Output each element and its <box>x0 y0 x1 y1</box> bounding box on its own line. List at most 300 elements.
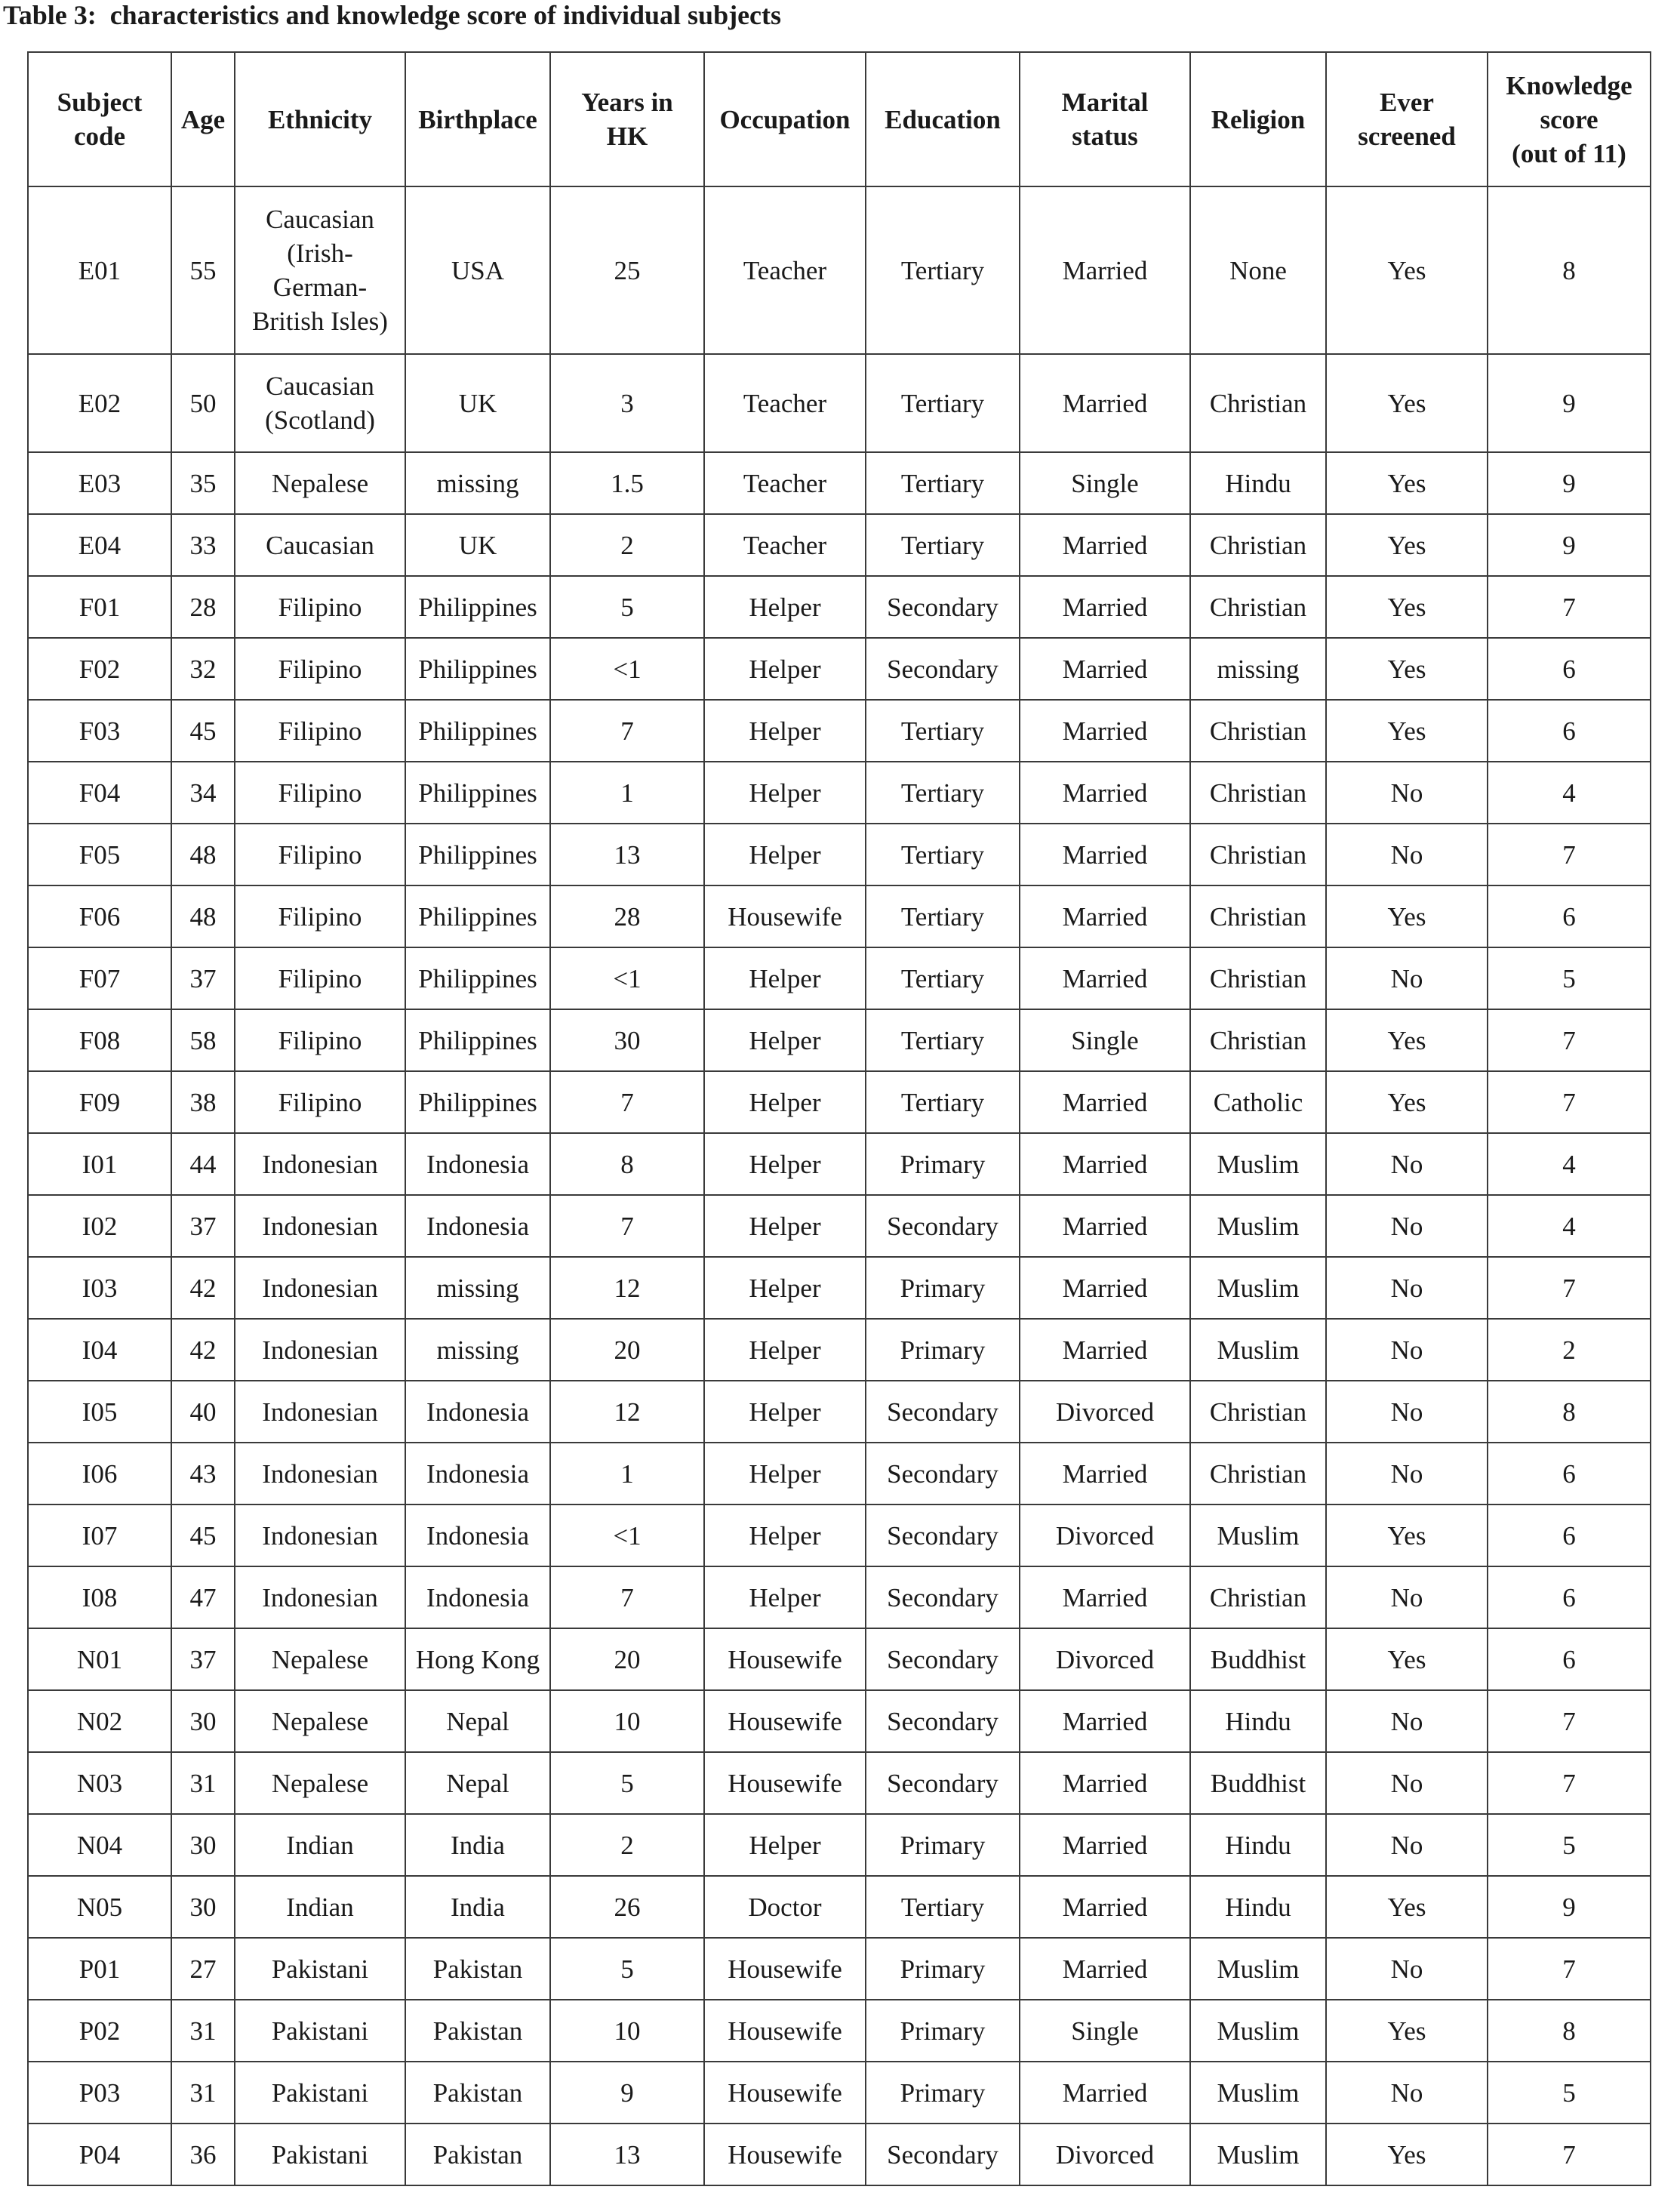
ethnicity-cell: Indonesian <box>235 1381 405 1443</box>
education-cell: Tertiary <box>866 1876 1020 1938</box>
ethnicity-cell: Nepalese <box>235 1628 405 1690</box>
birthplace-cell: missing <box>405 1257 550 1319</box>
religion-cell: Muslim <box>1190 1257 1326 1319</box>
religion-cell: Muslim <box>1190 2062 1326 2124</box>
years-in-hk-cell: 10 <box>550 1690 704 1752</box>
education-cell: Tertiary <box>866 1009 1020 1071</box>
marital-status-cell: Divorced <box>1020 1381 1190 1443</box>
table-row <box>28 2124 1651 2185</box>
ever-screened-cell: No <box>1326 1133 1488 1195</box>
birthplace-cell: Philippines <box>405 1071 550 1133</box>
table-row <box>28 576 1651 638</box>
age-cell: 32 <box>171 638 235 700</box>
age-cell: 31 <box>171 2000 235 2062</box>
occupation-cell: Teacher <box>704 514 866 576</box>
ever-screened-cell: Yes <box>1326 576 1488 638</box>
education-cell: Tertiary <box>866 186 1020 354</box>
birthplace-cell: Indonesia <box>405 1133 550 1195</box>
education-cell: Tertiary <box>866 885 1020 947</box>
ever-screened-cell: Yes <box>1326 1071 1488 1133</box>
ever-screened-cell: No <box>1326 762 1488 824</box>
years-in-hk-cell: 2 <box>550 1814 704 1876</box>
education-cell: Primary <box>866 2062 1020 2124</box>
knowledge-score-cell: 9 <box>1488 452 1651 514</box>
religion-cell: Christian <box>1190 354 1326 452</box>
marital-status-cell: Married <box>1020 1938 1190 2000</box>
table-row <box>28 1690 1651 1752</box>
table-row <box>28 1938 1651 2000</box>
ever-screened-cell: Yes <box>1326 885 1488 947</box>
ever-screened-cell: No <box>1326 1752 1488 1814</box>
education-cell: Tertiary <box>866 762 1020 824</box>
table-row <box>28 947 1651 1009</box>
education-cell: Tertiary <box>866 354 1020 452</box>
age-cell: 44 <box>171 1133 235 1195</box>
age-cell: 55 <box>171 186 235 354</box>
religion-cell: Christian <box>1190 1009 1326 1071</box>
education-cell: Secondary <box>866 1195 1020 1257</box>
table-row <box>28 762 1651 824</box>
subject-code-cell: I01 <box>28 1133 171 1195</box>
age-cell: 27 <box>171 1938 235 2000</box>
years-in-hk-cell: 1.5 <box>550 452 704 514</box>
education-cell: Tertiary <box>866 452 1020 514</box>
knowledge-score-cell: 9 <box>1488 354 1651 452</box>
subject-code-cell: N05 <box>28 1876 171 1938</box>
marital-status-cell: Married <box>1020 885 1190 947</box>
education-cell: Secondary <box>866 1566 1020 1628</box>
religion-cell: Hindu <box>1190 1876 1326 1938</box>
religion-cell: Muslim <box>1190 1195 1326 1257</box>
subject-code-cell: I06 <box>28 1443 171 1504</box>
birthplace-cell: Indonesia <box>405 1195 550 1257</box>
table-row <box>28 1566 1651 1628</box>
birthplace-cell: Philippines <box>405 947 550 1009</box>
years-in-hk-cell: 8 <box>550 1133 704 1195</box>
table-row <box>28 1504 1651 1566</box>
knowledge-score-cell: 8 <box>1488 186 1651 354</box>
ever-screened-cell: No <box>1326 824 1488 885</box>
ever-screened-cell: Yes <box>1326 452 1488 514</box>
ethnicity-cell: Pakistani <box>235 2062 405 2124</box>
subject-code-cell: E04 <box>28 514 171 576</box>
ethnicity-cell: Indonesian <box>235 1257 405 1319</box>
header-age: Age <box>171 52 235 186</box>
marital-status-cell: Married <box>1020 186 1190 354</box>
subjects-table <box>27 51 1651 2186</box>
religion-cell: Catholic <box>1190 1071 1326 1133</box>
ethnicity-cell: Pakistani <box>235 2000 405 2062</box>
marital-status-cell: Married <box>1020 514 1190 576</box>
knowledge-score-cell: 8 <box>1488 1381 1651 1443</box>
header-ever-screened: Ever screened <box>1326 52 1488 186</box>
age-cell: 30 <box>171 1814 235 1876</box>
birthplace-cell: Philippines <box>405 762 550 824</box>
subject-code-cell: N03 <box>28 1752 171 1814</box>
subject-code-cell: E01 <box>28 186 171 354</box>
knowledge-score-cell: 7 <box>1488 1257 1651 1319</box>
years-in-hk-cell: 13 <box>550 824 704 885</box>
subject-code-cell: F06 <box>28 885 171 947</box>
table-row <box>28 1195 1651 1257</box>
religion-cell: Christian <box>1190 1566 1326 1628</box>
marital-status-cell: Married <box>1020 700 1190 762</box>
religion-cell: Christian <box>1190 885 1326 947</box>
occupation-cell: Helper <box>704 1566 866 1628</box>
marital-status-cell: Married <box>1020 2062 1190 2124</box>
occupation-cell: Helper <box>704 1319 866 1381</box>
marital-status-cell: Married <box>1020 824 1190 885</box>
ever-screened-cell: No <box>1326 1381 1488 1443</box>
subject-code-cell: F02 <box>28 638 171 700</box>
table-row <box>28 1071 1651 1133</box>
religion-cell: Buddhist <box>1190 1628 1326 1690</box>
years-in-hk-cell: 10 <box>550 2000 704 2062</box>
years-in-hk-cell: 12 <box>550 1257 704 1319</box>
header-knowledge-score: Knowledge score (out of 11) <box>1488 52 1651 186</box>
occupation-cell: Helper <box>704 1133 866 1195</box>
birthplace-cell: India <box>405 1876 550 1938</box>
age-cell: 28 <box>171 576 235 638</box>
age-cell: 30 <box>171 1690 235 1752</box>
marital-status-cell: Married <box>1020 638 1190 700</box>
table-row <box>28 354 1651 452</box>
subject-code-cell: I07 <box>28 1504 171 1566</box>
subject-code-cell: I04 <box>28 1319 171 1381</box>
table-row <box>28 1752 1651 1814</box>
years-in-hk-cell: 3 <box>550 354 704 452</box>
birthplace-cell: Philippines <box>405 824 550 885</box>
years-in-hk-cell: <1 <box>550 638 704 700</box>
knowledge-score-cell: 2 <box>1488 1319 1651 1381</box>
marital-status-cell: Single <box>1020 1009 1190 1071</box>
ethnicity-cell: Filipino <box>235 947 405 1009</box>
occupation-cell: Teacher <box>704 186 866 354</box>
marital-status-cell: Married <box>1020 762 1190 824</box>
years-in-hk-cell: 2 <box>550 514 704 576</box>
knowledge-score-cell: 4 <box>1488 1133 1651 1195</box>
subject-code-cell: P01 <box>28 1938 171 2000</box>
ever-screened-cell: No <box>1326 1690 1488 1752</box>
ethnicity-cell: Pakistani <box>235 1938 405 2000</box>
table-row <box>28 2000 1651 2062</box>
header-birthplace: Birthplace <box>405 52 550 186</box>
ever-screened-cell: Yes <box>1326 514 1488 576</box>
ever-screened-cell: No <box>1326 2062 1488 2124</box>
education-cell: Primary <box>866 1133 1020 1195</box>
religion-cell: Christian <box>1190 762 1326 824</box>
ethnicity-cell: Indonesian <box>235 1133 405 1195</box>
subject-code-cell: F03 <box>28 700 171 762</box>
ethnicity-cell: Indonesian <box>235 1319 405 1381</box>
religion-cell: Muslim <box>1190 1504 1326 1566</box>
knowledge-score-cell: 5 <box>1488 1814 1651 1876</box>
age-cell: 42 <box>171 1257 235 1319</box>
subject-code-cell: E03 <box>28 452 171 514</box>
education-cell: Secondary <box>866 1752 1020 1814</box>
education-cell: Primary <box>866 1319 1020 1381</box>
birthplace-cell: Pakistan <box>405 2062 550 2124</box>
age-cell: 38 <box>171 1071 235 1133</box>
subject-code-cell: F05 <box>28 824 171 885</box>
religion-cell: Christian <box>1190 576 1326 638</box>
subject-code-cell: N04 <box>28 1814 171 1876</box>
occupation-cell: Housewife <box>704 1628 866 1690</box>
occupation-cell: Housewife <box>704 2124 866 2185</box>
subject-code-cell: E02 <box>28 354 171 452</box>
marital-status-cell: Divorced <box>1020 1628 1190 1690</box>
ever-screened-cell: Yes <box>1326 354 1488 452</box>
ethnicity-cell: Caucasian (Irish- German- British Isles) <box>235 186 405 354</box>
age-cell: 35 <box>171 452 235 514</box>
occupation-cell: Helper <box>704 824 866 885</box>
marital-status-cell: Married <box>1020 1876 1190 1938</box>
knowledge-score-cell: 6 <box>1488 1566 1651 1628</box>
age-cell: 34 <box>171 762 235 824</box>
ever-screened-cell: No <box>1326 1566 1488 1628</box>
knowledge-score-cell: 4 <box>1488 1195 1651 1257</box>
table-row <box>28 514 1651 576</box>
education-cell: Primary <box>866 2000 1020 2062</box>
marital-status-cell: Married <box>1020 1443 1190 1504</box>
table-row <box>28 700 1651 762</box>
occupation-cell: Helper <box>704 1814 866 1876</box>
subject-code-cell: N01 <box>28 1628 171 1690</box>
birthplace-cell: Pakistan <box>405 2000 550 2062</box>
years-in-hk-cell: <1 <box>550 1504 704 1566</box>
years-in-hk-cell: 28 <box>550 885 704 947</box>
marital-status-cell: Married <box>1020 1814 1190 1876</box>
ever-screened-cell: Yes <box>1326 1009 1488 1071</box>
religion-cell: Christian <box>1190 700 1326 762</box>
years-in-hk-cell: 9 <box>550 2062 704 2124</box>
birthplace-cell: Philippines <box>405 700 550 762</box>
knowledge-score-cell: 6 <box>1488 638 1651 700</box>
education-cell: Tertiary <box>866 514 1020 576</box>
marital-status-cell: Married <box>1020 1195 1190 1257</box>
age-cell: 33 <box>171 514 235 576</box>
education-cell: Secondary <box>866 2124 1020 2185</box>
ethnicity-cell: Filipino <box>235 638 405 700</box>
age-cell: 31 <box>171 1752 235 1814</box>
knowledge-score-cell: 8 <box>1488 2000 1651 2062</box>
ever-screened-cell: Yes <box>1326 700 1488 762</box>
age-cell: 48 <box>171 885 235 947</box>
table-row <box>28 1133 1651 1195</box>
subject-code-cell: I05 <box>28 1381 171 1443</box>
ethnicity-cell: Indonesian <box>235 1443 405 1504</box>
age-cell: 37 <box>171 947 235 1009</box>
birthplace-cell: Indonesia <box>405 1443 550 1504</box>
subject-code-cell: F08 <box>28 1009 171 1071</box>
age-cell: 31 <box>171 2062 235 2124</box>
knowledge-score-cell: 7 <box>1488 2124 1651 2185</box>
subject-code-cell: F09 <box>28 1071 171 1133</box>
ever-screened-cell: No <box>1326 1814 1488 1876</box>
religion-cell: Christian <box>1190 824 1326 885</box>
occupation-cell: Helper <box>704 700 866 762</box>
knowledge-score-cell: 6 <box>1488 700 1651 762</box>
marital-status-cell: Married <box>1020 1319 1190 1381</box>
religion-cell: Hindu <box>1190 1690 1326 1752</box>
table-row <box>28 1319 1651 1381</box>
age-cell: 50 <box>171 354 235 452</box>
table-row <box>28 1628 1651 1690</box>
years-in-hk-cell: 7 <box>550 700 704 762</box>
ever-screened-cell: Yes <box>1326 1876 1488 1938</box>
table-row <box>28 1257 1651 1319</box>
subject-code-cell: N02 <box>28 1690 171 1752</box>
years-in-hk-cell: 1 <box>550 1443 704 1504</box>
ever-screened-cell: Yes <box>1326 1504 1488 1566</box>
knowledge-score-cell: 7 <box>1488 1009 1651 1071</box>
birthplace-cell: Indonesia <box>405 1566 550 1628</box>
marital-status-cell: Married <box>1020 1566 1190 1628</box>
ethnicity-cell: Caucasian <box>235 514 405 576</box>
ever-screened-cell: Yes <box>1326 1628 1488 1690</box>
knowledge-score-cell: 9 <box>1488 514 1651 576</box>
age-cell: 43 <box>171 1443 235 1504</box>
occupation-cell: Helper <box>704 1195 866 1257</box>
religion-cell: Hindu <box>1190 1814 1326 1876</box>
education-cell: Tertiary <box>866 1071 1020 1133</box>
ethnicity-cell: Indonesian <box>235 1504 405 1566</box>
subject-code-cell: F07 <box>28 947 171 1009</box>
education-cell: Secondary <box>866 1690 1020 1752</box>
ethnicity-cell: Filipino <box>235 885 405 947</box>
education-cell: Primary <box>866 1257 1020 1319</box>
marital-status-cell: Married <box>1020 1071 1190 1133</box>
age-cell: 45 <box>171 700 235 762</box>
age-cell: 40 <box>171 1381 235 1443</box>
header-marital-status: Marital status <box>1020 52 1190 186</box>
ever-screened-cell: Yes <box>1326 2124 1488 2185</box>
years-in-hk-cell: 5 <box>550 1938 704 2000</box>
religion-cell: Buddhist <box>1190 1752 1326 1814</box>
marital-status-cell: Married <box>1020 354 1190 452</box>
occupation-cell: Helper <box>704 1443 866 1504</box>
marital-status-cell: Married <box>1020 1133 1190 1195</box>
marital-status-cell: Married <box>1020 1752 1190 1814</box>
education-cell: Secondary <box>866 1504 1020 1566</box>
religion-cell: Christian <box>1190 1381 1326 1443</box>
birthplace-cell: UK <box>405 514 550 576</box>
birthplace-cell: Indonesia <box>405 1504 550 1566</box>
birthplace-cell: Pakistan <box>405 2124 550 2185</box>
religion-cell: Muslim <box>1190 1319 1326 1381</box>
occupation-cell: Helper <box>704 1504 866 1566</box>
ever-screened-cell: No <box>1326 1938 1488 2000</box>
religion-cell: missing <box>1190 638 1326 700</box>
knowledge-score-cell: 6 <box>1488 885 1651 947</box>
years-in-hk-cell: 7 <box>550 1195 704 1257</box>
age-cell: 48 <box>171 824 235 885</box>
age-cell: 47 <box>171 1566 235 1628</box>
occupation-cell: Housewife <box>704 885 866 947</box>
birthplace-cell: Hong Kong <box>405 1628 550 1690</box>
religion-cell: Christian <box>1190 947 1326 1009</box>
birthplace-cell: Nepal <box>405 1690 550 1752</box>
ethnicity-cell: Indonesian <box>235 1195 405 1257</box>
marital-status-cell: Married <box>1020 576 1190 638</box>
religion-cell: Christian <box>1190 514 1326 576</box>
subject-code-cell: I03 <box>28 1257 171 1319</box>
education-cell: Primary <box>866 1938 1020 2000</box>
years-in-hk-cell: 7 <box>550 1071 704 1133</box>
header-occupation: Occupation <box>704 52 866 186</box>
ever-screened-cell: No <box>1326 1443 1488 1504</box>
marital-status-cell: Married <box>1020 947 1190 1009</box>
table-row <box>28 638 1651 700</box>
table-row <box>28 186 1651 354</box>
education-cell: Secondary <box>866 576 1020 638</box>
occupation-cell: Helper <box>704 1009 866 1071</box>
knowledge-score-cell: 5 <box>1488 2062 1651 2124</box>
table-row <box>28 824 1651 885</box>
years-in-hk-cell: 20 <box>550 1319 704 1381</box>
knowledge-score-cell: 5 <box>1488 947 1651 1009</box>
ethnicity-cell: Indian <box>235 1876 405 1938</box>
age-cell: 37 <box>171 1195 235 1257</box>
age-cell: 37 <box>171 1628 235 1690</box>
subject-code-cell: F01 <box>28 576 171 638</box>
birthplace-cell: Indonesia <box>405 1381 550 1443</box>
religion-cell: Christian <box>1190 1443 1326 1504</box>
ever-screened-cell: No <box>1326 1195 1488 1257</box>
knowledge-score-cell: 7 <box>1488 576 1651 638</box>
table-row <box>28 1876 1651 1938</box>
birthplace-cell: India <box>405 1814 550 1876</box>
age-cell: 45 <box>171 1504 235 1566</box>
education-cell: Secondary <box>866 1443 1020 1504</box>
table-row <box>28 1381 1651 1443</box>
years-in-hk-cell: 25 <box>550 186 704 354</box>
occupation-cell: Housewife <box>704 2000 866 2062</box>
table-row <box>28 1814 1651 1876</box>
birthplace-cell: missing <box>405 1319 550 1381</box>
age-cell: 58 <box>171 1009 235 1071</box>
knowledge-score-cell: 7 <box>1488 1071 1651 1133</box>
occupation-cell: Helper <box>704 1071 866 1133</box>
education-cell: Primary <box>866 1814 1020 1876</box>
marital-status-cell: Single <box>1020 2000 1190 2062</box>
subject-code-cell: I08 <box>28 1566 171 1628</box>
ethnicity-cell: Filipino <box>235 762 405 824</box>
subject-code-cell: I02 <box>28 1195 171 1257</box>
birthplace-cell: Philippines <box>405 638 550 700</box>
marital-status-cell: Divorced <box>1020 1504 1190 1566</box>
birthplace-cell: Philippines <box>405 576 550 638</box>
years-in-hk-cell: 12 <box>550 1381 704 1443</box>
header-years-in-hk: Years in HK <box>550 52 704 186</box>
subject-code-cell: P04 <box>28 2124 171 2185</box>
header-row <box>28 52 1651 186</box>
ethnicity-cell: Filipino <box>235 824 405 885</box>
header-ethnicity: Ethnicity <box>235 52 405 186</box>
marital-status-cell: Married <box>1020 1257 1190 1319</box>
ethnicity-cell: Indonesian <box>235 1566 405 1628</box>
ethnicity-cell: Nepalese <box>235 1690 405 1752</box>
occupation-cell: Helper <box>704 576 866 638</box>
age-cell: 36 <box>171 2124 235 2185</box>
knowledge-score-cell: 7 <box>1488 1690 1651 1752</box>
birthplace-cell: Pakistan <box>405 1938 550 2000</box>
header-education: Education <box>866 52 1020 186</box>
birthplace-cell: Nepal <box>405 1752 550 1814</box>
ever-screened-cell: Yes <box>1326 638 1488 700</box>
religion-cell: Muslim <box>1190 1938 1326 2000</box>
subject-code-cell: P03 <box>28 2062 171 2124</box>
